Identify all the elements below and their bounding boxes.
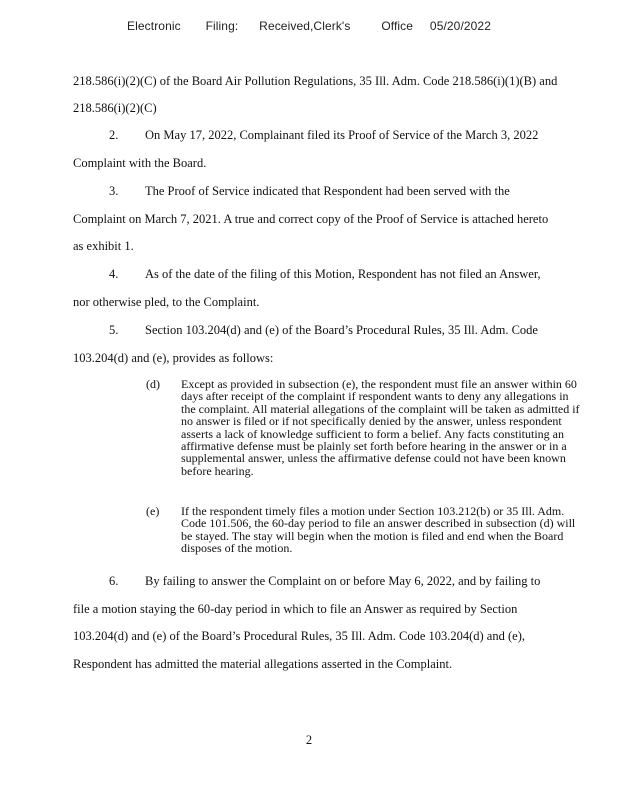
body-line: Respondent has admitted the material allegations asserted in the Complaint. xyxy=(73,657,453,671)
body-line: 103.204(d) and (e) of the Board’s Procedural Rules, 35 Ill. Adm. Code 103.204(d) and (e), xyxy=(73,629,525,643)
body-line: as exhibit 1. xyxy=(73,239,134,253)
header-date: 05/20/2022 xyxy=(429,19,491,33)
paragraph-3-first-line xyxy=(109,184,510,198)
paragraph-number: 6. xyxy=(109,574,119,588)
page-number: 2 xyxy=(305,733,313,747)
block-quote-e xyxy=(146,505,586,561)
paragraph-4-first-line xyxy=(109,267,541,281)
header-word: Office xyxy=(381,19,414,33)
paragraph-number: 4. xyxy=(109,267,119,281)
subsection-text: If the respondent timely files a motion under Section 103.212(b) or 35 Ill. Adm. Code 101.506, the 60-day period to file an answer described in subsection (d) will be stayed. The stay will begin when the motion is filed and end when the Board disposes of the motion. xyxy=(181,504,576,556)
paragraph-text: On May 17, 2022, Complainant filed its Proof of Service of the March 3, 2022 xyxy=(145,128,539,142)
header-word: Electronic xyxy=(127,19,181,33)
subsection-text: Except as provided in subsection (e), the respondent must file an answer within 60 days after receipt of the complaint if respondent wants to deny any allegations in the complaint. All material allegations of the complaint will be taken as admitted if no answer is filed or if not specifically denied by the answer, unless respondent asserts a lack of knowledge sufficient to form a belief. Any facts constituting an affirmative defense must be plainly set forth before hearing in the answer or in a supplemental answer, unless the affirmative defense could not have been known before hearing. xyxy=(181,377,580,478)
paragraph-text: By failing to answer the Complaint on or before May 6, 2022, and by failing to xyxy=(145,574,541,588)
header-word: Received,Clerk's xyxy=(259,19,351,33)
header-word: Filing: xyxy=(205,19,239,33)
paragraph-2-first-line xyxy=(109,128,538,142)
paragraph-text: Section 103.204(d) and (e) of the Board’s Procedural Rules, 35 Ill. Adm. Code xyxy=(145,323,538,337)
paragraph-number: 3. xyxy=(109,184,119,198)
body-line: 103.204(d) and (e), provides as follows: xyxy=(73,351,274,365)
paragraph-number: 2. xyxy=(109,128,119,142)
paragraph-number: 5. xyxy=(109,323,119,337)
efiling-header xyxy=(0,19,618,33)
paragraph-5-first-line xyxy=(109,323,538,337)
body-line: 218.586(i)(2)(C) of the Board Air Pollution Regulations, 35 Ill. Adm. Code 218.586(i)(1)(B) and xyxy=(73,74,558,88)
paragraph-text: The Proof of Service indicated that Respondent had been served with the xyxy=(145,184,510,198)
body-line: file a motion staying the 60-day period in which to file an Answer as required by Section xyxy=(73,602,518,616)
subsection-label: (d) xyxy=(146,377,160,391)
subsection-label: (e) xyxy=(146,504,160,518)
body-line: Complaint with the Board. xyxy=(73,156,207,170)
body-line: 218.586(i)(2)(C) xyxy=(73,101,157,115)
block-quote-d xyxy=(146,378,586,490)
paragraph-text: As of the date of the filing of this Motion, Respondent has not filed an Answer, xyxy=(145,267,541,281)
paragraph-6-first-line xyxy=(109,574,540,588)
body-line: nor otherwise pled, to the Complaint. xyxy=(73,295,260,309)
body-line: Complaint on March 7, 2021. A true and correct copy of the Proof of Service is attached hereto xyxy=(73,212,549,226)
